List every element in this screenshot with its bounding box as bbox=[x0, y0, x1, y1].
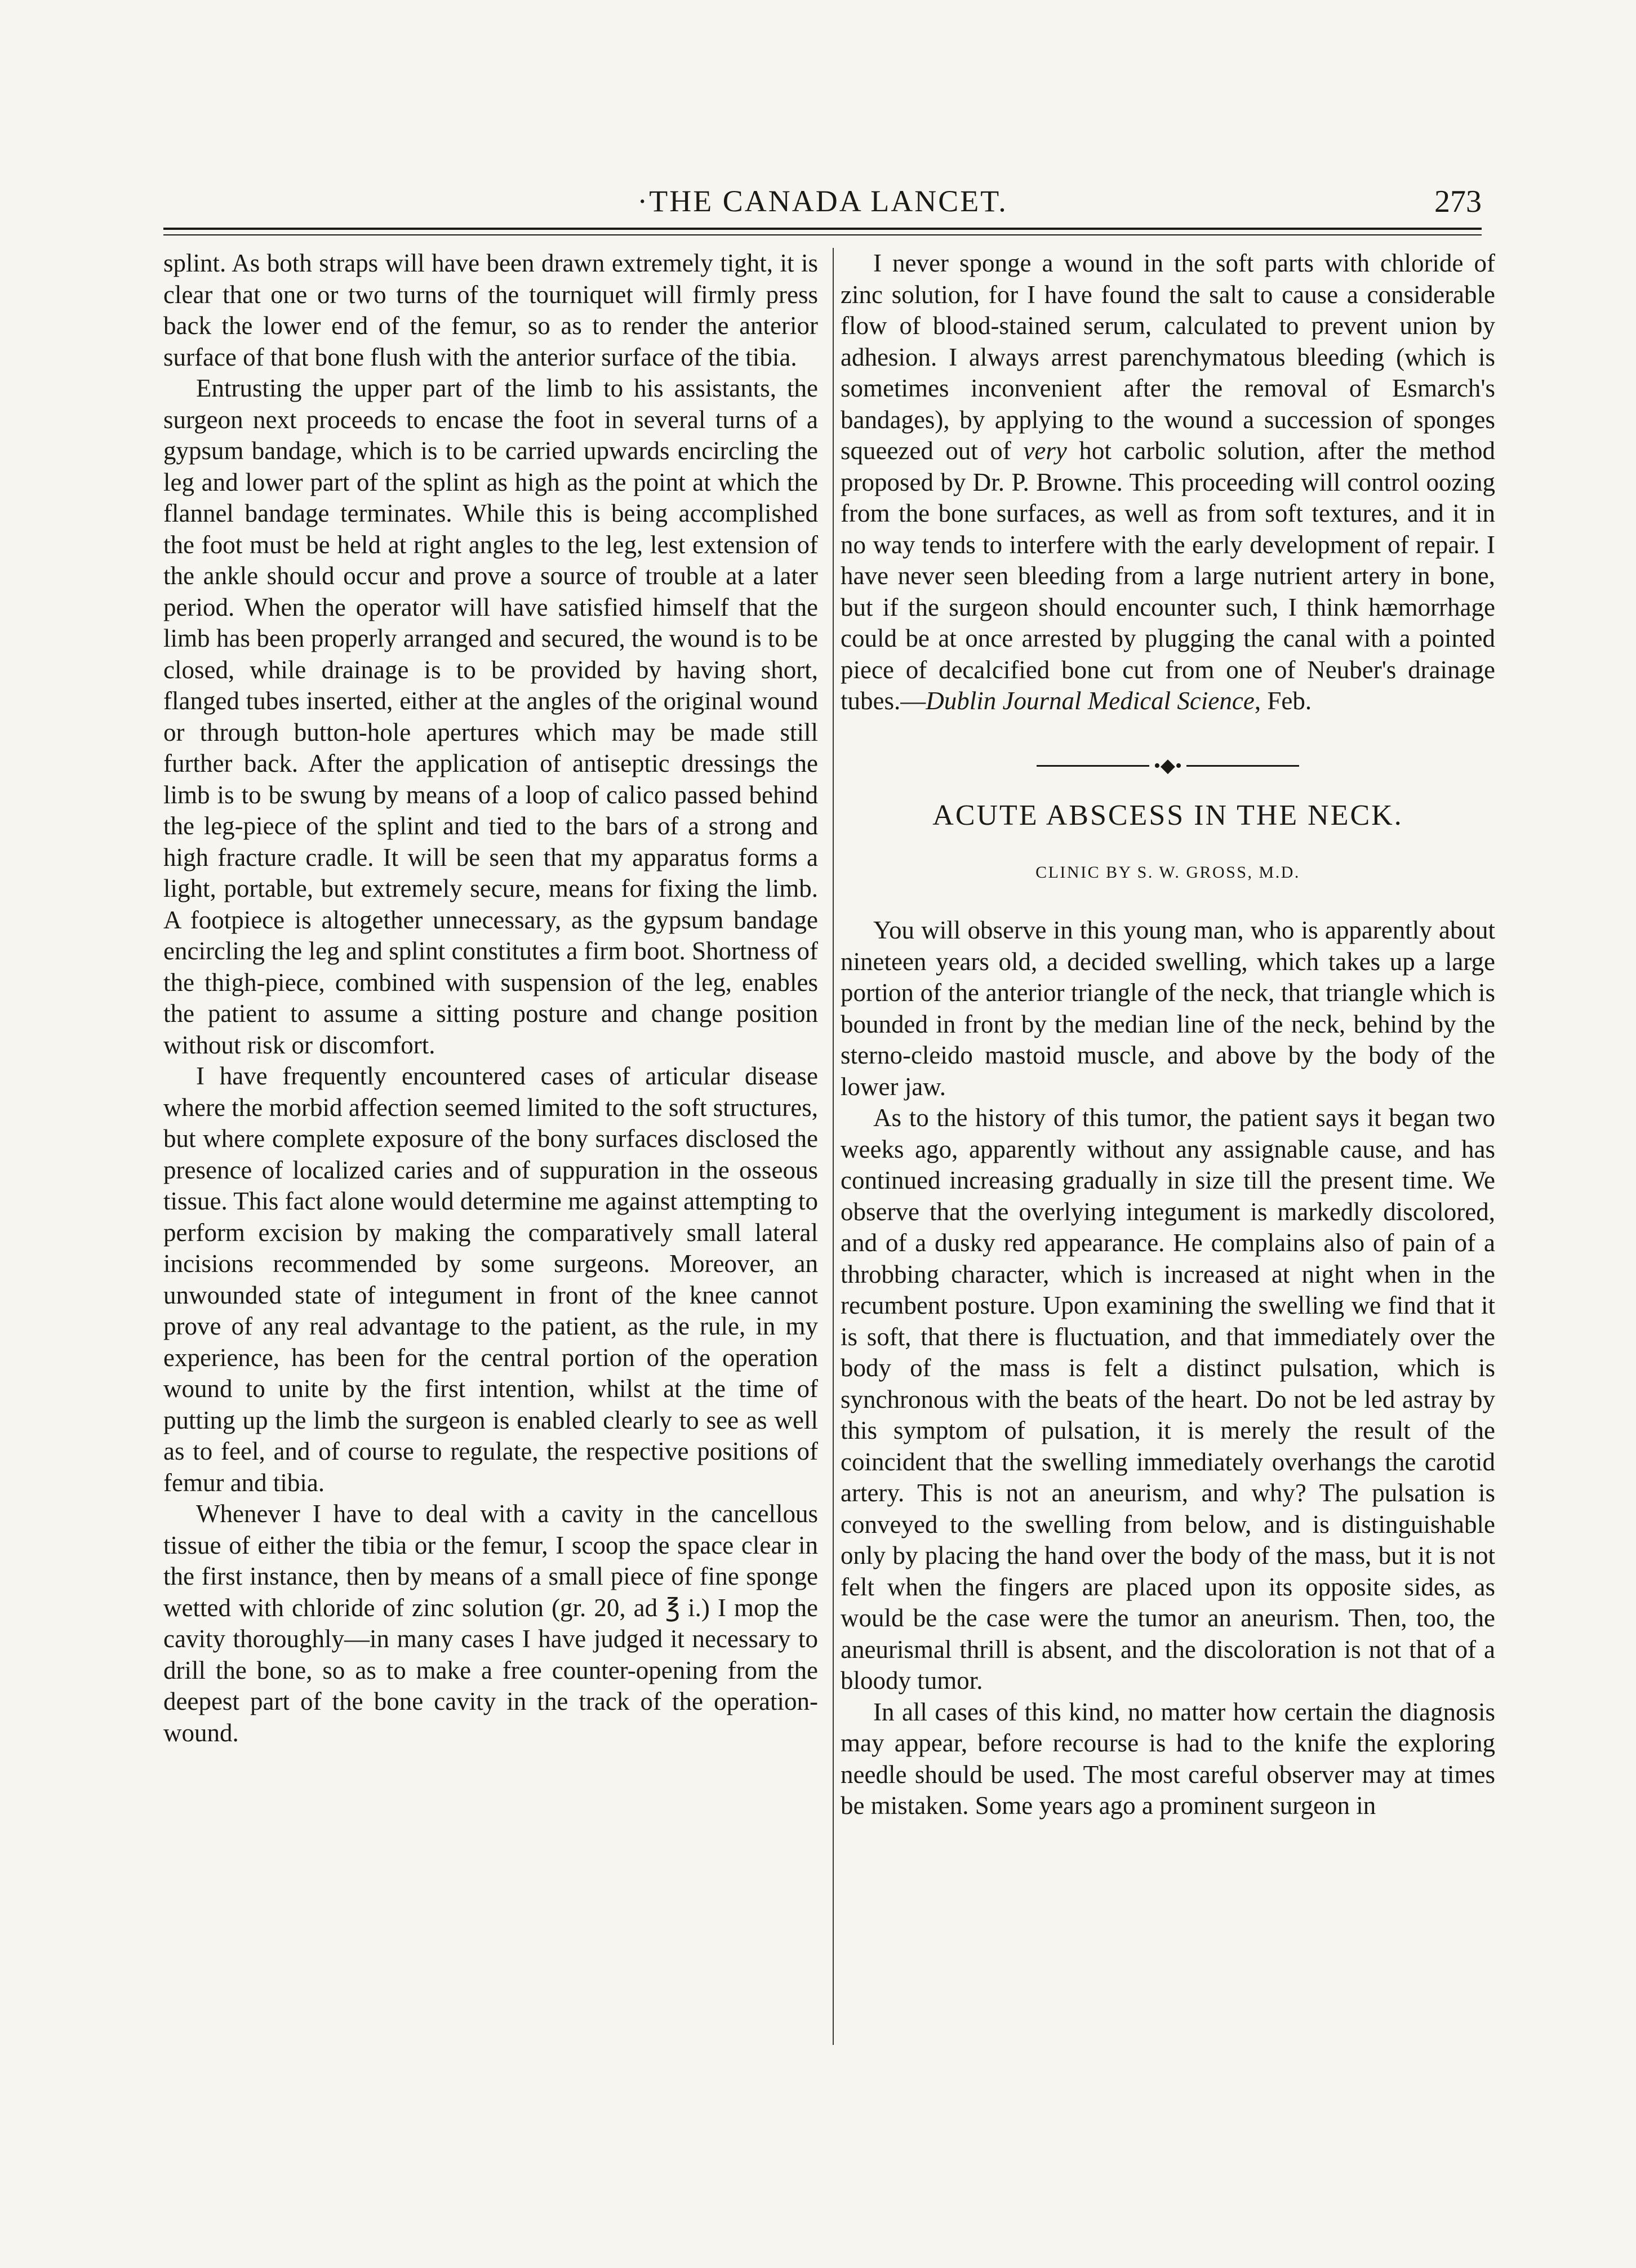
text-run: , Feb. bbox=[1254, 687, 1312, 715]
paragraph: Entrusting the upper part of the limb to his assistants, the surgeon next proceeds to encase the foot in several turns of a gypsum bandage, which is to be carried upwards encircling the leg and lower part of the splint as high as the point at which the flannel bandage terminates. While this is being accomplished the foot must be held at right angles to the leg, lest extension of the ankle should occur and prove a source of trouble at a later period. When the operator will have satisfied himself that the limb has been properly arranged and secured, the wound is to be closed, while drainage is to be provided by having short, flanged tubes inserted, either at the angles of the original wound or through button-hole apertures which may be made still further back. After the application of antiseptic dressings the limb is to be swung by means of a loop of calico passed behind the leg-piece of the splint and tied to the bars of a strong and high fracture cradle. It will be seen that my apparatus forms a light, portable, but extremely secure, means for fixing the limb. A footpiece is altogether unnecessary, as the gypsum bandage encircling the leg and splint constitutes a firm boot. Shortness of the thigh-piece, combined with suspension of the leg, enables the patient to assume a sitting posture and change position without risk or discomfort. bbox=[163, 374, 818, 1059]
paragraph: Whenever I have to deal with a cavity in the cancellous tissue of either the tibia or the femur, I scoop the space clear in the first instance, then by means of a small piece of fine sponge wetted with chloride of zinc solution (gr. 20, ad ℥ i.) I mop the cavity thoroughly—in many cases I have judged it necessary to drill the bone, so as to make a free counter-opening from the deepest part of the bone cavity in the track of the operation-wound. bbox=[163, 1500, 818, 1747]
ornament-dot: •◆• bbox=[1154, 755, 1182, 776]
running-title: ·THE CANADA LANCET. bbox=[637, 184, 1008, 218]
paragraph: As to the history of this tumor, the patient says it began two weeks ago, apparently without any assignable cause, and has continued increasing gradually in size till the present time. We observe that the overlying integument is markedly discolored, and of a dusky red appearance. He complains also of pain of a throbbing character, which is increased at night when in the recumbent posture. Upon examining the swelling we find that it is soft, that there is fluctuation, and that immediately over the body of the mass is felt a distinct pulsation, which is synchronous with the beats of the heart. Do not be led astray by this symptom of pulsation, it is merely the result of the coincident that the swelling immediately overhangs the carotid artery. This is not an aneurism, and why? The pulsation is conveyed to the swelling from below, and is distinguishable only by placing the hand over the body of the mass, but it is not felt when the fingers are placed upon its opposite sides, as would be the case were the tumor an aneurism. Then, too, the aneurismal thrill is absent, and the discoloration is not that of a bloody tumor. bbox=[841, 1104, 1495, 1695]
paragraph bbox=[841, 248, 1495, 717]
left-column bbox=[163, 248, 818, 1749]
paragraph: You will observe in this young man, who is apparently about nineteen years old, a decided swelling, which takes up a large portion of the anterior triangle of the neck, that triangle which is bounded in front by the median line of the neck, behind by the sterno-cleido mastoid muscle, and above by the body of the lower jaw. bbox=[841, 916, 1495, 1101]
citation: Dublin Journal Medical Science bbox=[926, 687, 1255, 715]
column-divider bbox=[833, 248, 834, 2045]
right-column bbox=[841, 248, 1495, 1822]
page-number: 273 bbox=[1434, 184, 1482, 219]
ornament-line bbox=[1037, 765, 1149, 767]
text-run: hot carbolic solution, after the method proposed by Dr. P. Browne. This proceeding will control oozing from the bone surfaces, as well as from soft textures, and it in no way tends to interfere with the early development of repair. I have never seen bleeding from a large nutrient artery in bone, but if the surgeon should encounter such, I think hæmorrhage could be at once arrested by plugging the canal with a pointed piece of decalcified bone cut from one of Neuber's drainage tubes.— bbox=[841, 437, 1495, 715]
header-rule-thin bbox=[163, 234, 1482, 235]
article-title: ACUTE ABSCESS IN THE NECK. bbox=[932, 799, 1403, 831]
paragraph: I have frequently encountered cases of articular disease where the morbid affection seemed limited to the soft structures, but where complete exposure of the bony surfaces disclosed the presence of localized caries and of suppuration in the osseous tissue. This fact alone would determine me against attempting to perform excision by making the comparatively small lateral incisions recommended by some surgeons. Moreover, an unwounded state of integument in front of the knee cannot prove of any real advantage to the patient, as the rule, in my experience, has been for the central portion of the operation wound to unite by the first intention, whilst at the time of putting up the limb the surgeon is enabled clearly to see as well as to feel, and of course to regulate, the respective positions of femur and tibia. bbox=[163, 1062, 818, 1497]
header-rule-thick bbox=[163, 228, 1482, 230]
article-byline: CLINIC BY S. W. GROSS, M.D. bbox=[1035, 862, 1300, 882]
ornament-line bbox=[1186, 765, 1299, 767]
paragraph: splint. As both straps will have been drawn extremely tight, it is clear that one or two turns of the tourniquet will firmly press back the lower end of the femur, so as to render the anterior surface of that bone flush with the anterior surface of the tibia. bbox=[163, 249, 818, 371]
section-ornament bbox=[841, 755, 1495, 776]
paragraph: In all cases of this kind, no matter how certain the diagnosis may appear, before recourse is had to the knife the exploring needle should be used. The most careful observer may at times be mistaken. Some years ago a prominent surgeon in bbox=[841, 1697, 1495, 1820]
page-header bbox=[163, 179, 1482, 224]
emphasis: very bbox=[1023, 437, 1067, 465]
text-run: I never sponge a wound in the soft parts with chloride of zinc solution, for I have found the salt to cause a considerable flow of blood-stained serum, calculated to prevent union by adhesion. I always arrest parenchymatous bleeding (which is sometimes inconvenient after the removal of Esmarch's bandages), by applying to the wound a succession of sponges squeezed out of bbox=[841, 249, 1495, 465]
